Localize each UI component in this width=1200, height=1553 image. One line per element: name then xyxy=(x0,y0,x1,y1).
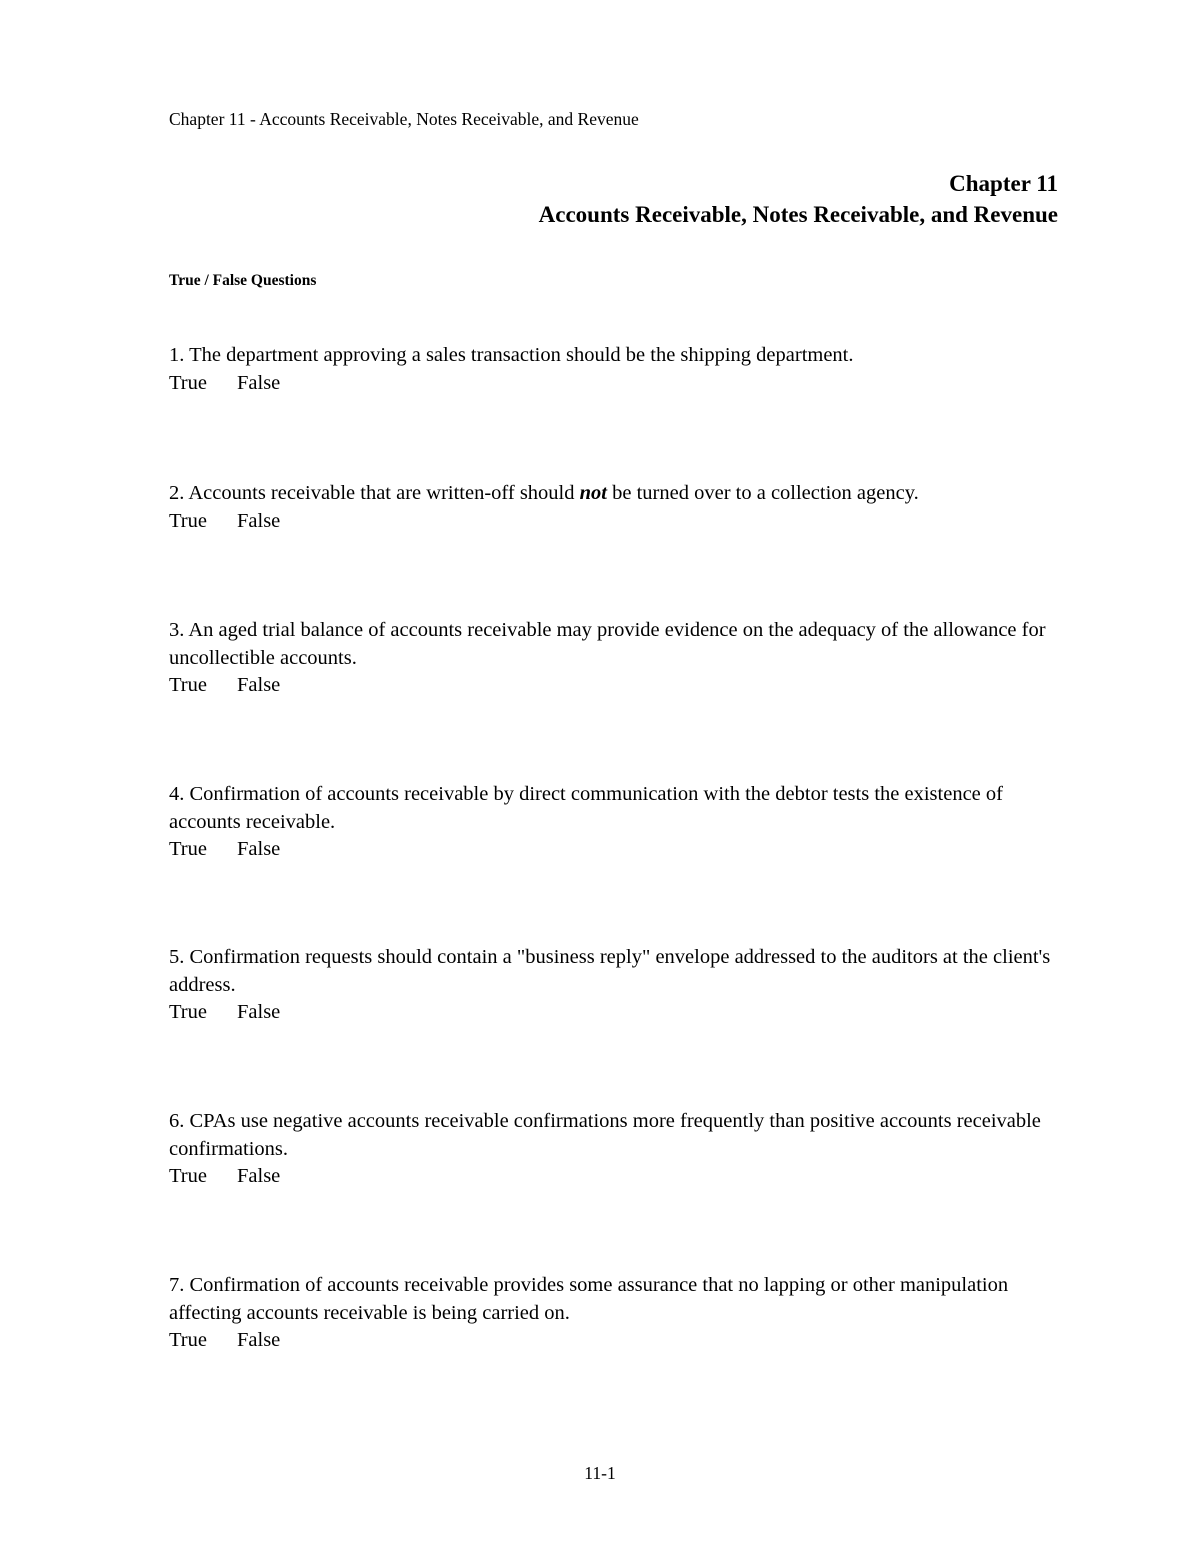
question-number: 3. xyxy=(169,619,185,641)
answer-options xyxy=(169,836,1069,864)
question-3 xyxy=(169,617,1069,700)
question-6 xyxy=(169,1108,1069,1191)
question-2 xyxy=(169,480,1069,535)
chapter-title: Chapter 11 xyxy=(949,171,1058,196)
chapter-subtitle: Accounts Receivable, Notes Receivable, and Revenue xyxy=(538,202,1058,227)
question-text xyxy=(169,342,1069,370)
question-body-start: Accounts receivable that are written-off should xyxy=(188,482,575,504)
answer-false: False xyxy=(237,1165,281,1187)
answer-false: False xyxy=(237,371,281,394)
question-1 xyxy=(169,342,1069,397)
running-header: Chapter 11 - Accounts Receivable, Notes Receivable, and Revenue xyxy=(169,109,639,129)
answer-true: True xyxy=(169,1001,207,1023)
answer-options xyxy=(169,1163,1069,1191)
answer-true: True xyxy=(169,1165,207,1187)
question-text xyxy=(169,480,1069,508)
question-number: 7. xyxy=(169,1274,185,1296)
question-4 xyxy=(169,781,1069,864)
answer-options xyxy=(169,672,1069,700)
question-body: The department approving a sales transaction should be the shipping department. xyxy=(189,344,854,366)
question-body: Confirmation of accounts receivable by direct communication with the debtor tests the existence of accounts receivable. xyxy=(169,783,1003,833)
question-body: An aged trial balance of accounts receivable may provide evidence on the adequacy of the allowance for uncollectible accounts. xyxy=(169,619,1046,669)
question-emphasis: not xyxy=(579,482,607,504)
answer-options xyxy=(169,999,1069,1027)
answer-true: True xyxy=(169,509,207,532)
answer-false: False xyxy=(237,838,281,860)
question-body: CPAs use negative accounts receivable confirmations more frequently than positive accounts receivable confirmations. xyxy=(169,1110,1041,1160)
page-number: 11-1 xyxy=(584,1463,616,1483)
answer-options xyxy=(169,508,1069,536)
question-number: 5. xyxy=(169,946,185,968)
question-number: 1. xyxy=(169,344,185,366)
question-number: 2. xyxy=(169,482,185,504)
answer-false: False xyxy=(237,1329,281,1351)
question-text xyxy=(169,1272,1069,1327)
question-text xyxy=(169,1108,1069,1163)
answer-options xyxy=(169,370,1069,398)
question-text xyxy=(169,781,1069,836)
question-7 xyxy=(169,1272,1069,1355)
question-body-end: be turned over to a collection agency. xyxy=(612,482,919,504)
section-heading: True / False Questions xyxy=(169,272,317,289)
answer-false: False xyxy=(237,674,281,696)
answer-true: True xyxy=(169,838,207,860)
question-text xyxy=(169,617,1069,672)
chapter-title-block xyxy=(539,168,1058,230)
question-5 xyxy=(169,944,1069,1027)
answer-true: True xyxy=(169,674,207,696)
answer-false: False xyxy=(237,509,281,532)
question-number: 4. xyxy=(169,783,185,805)
answer-false: False xyxy=(237,1001,281,1023)
answer-true: True xyxy=(169,1329,207,1351)
question-body: Confirmation of accounts receivable provides some assurance that no lapping or other manipulation affecting accounts receivable is being carried on. xyxy=(169,1274,1009,1324)
question-number: 6. xyxy=(169,1110,185,1132)
question-text xyxy=(169,944,1069,999)
answer-true: True xyxy=(169,371,207,394)
answer-options xyxy=(169,1327,1069,1355)
question-body: Confirmation requests should contain a "business reply" envelope addressed to the auditors at the client's address. xyxy=(169,946,1051,996)
